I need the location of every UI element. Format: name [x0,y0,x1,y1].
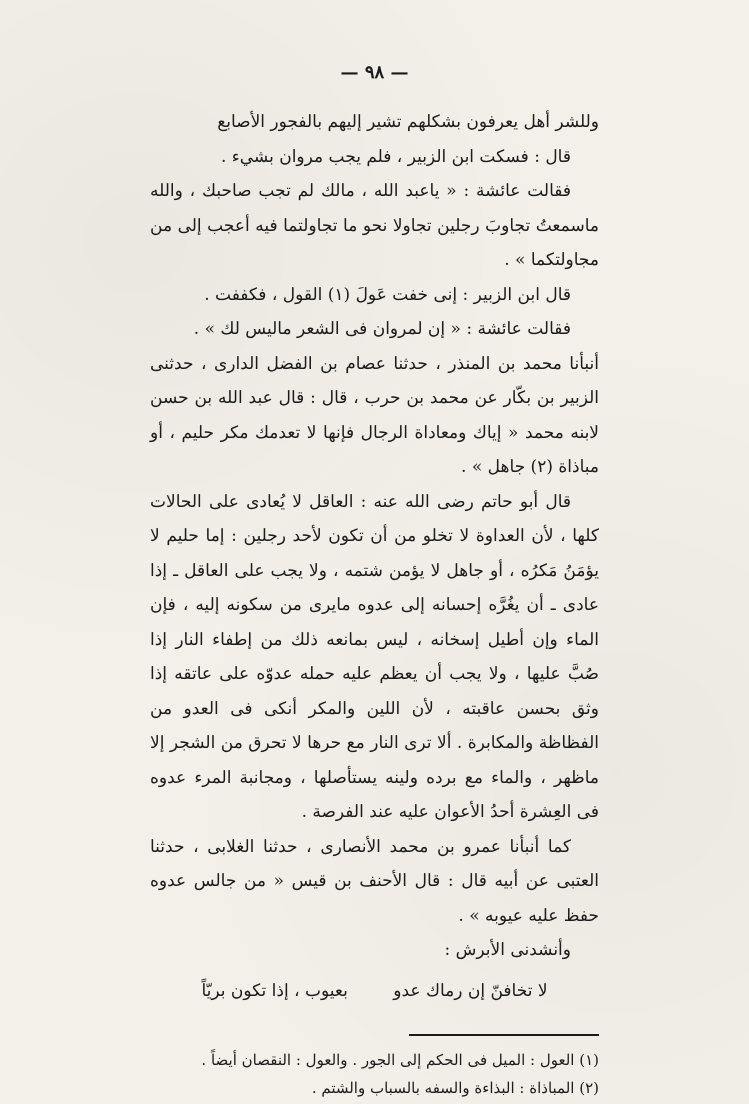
poem-verse [150,974,599,1009]
footnote-divider [409,1034,599,1036]
footnotes [150,1046,599,1102]
page-number: — ٩٨ — [340,62,409,83]
paragraph-3: فقالت عائشة : « ياعبد الله ، مالك لم تجب صاحبك ، والله ماسمعتُ تجاوبَ رجلين تجاولا نحو ما تجاولتما فيه أعجب إلى من مجاولتكما » . [150,181,599,270]
paragraph-9: وأنشدنى الأبرش : [444,940,571,960]
footnote-1: (١) العول : الميل فى الحكم إلى الجور . والعول : النقصان أيضاً . [201,1051,599,1069]
paragraph-6: أنبأنا محمد بن المنذر ، حدثنا عصام بن الفضل الدارى ، حدثنى الزبير بن بكّار عن محمد بن حرب ، قال : قال عبد الله بن حسن لابنه محمد « إياك ومعاداة الرجال فإنها لا تعدمك مكر حليم ، أو مباذاة (٢) جاهل » . [150,353,599,477]
paragraph-2: قال : فسكت ابن الزبير ، فلم يجب مروان بشيء . [220,146,571,167]
paragraph-7: قال أبو حاتم رضى الله عنه : العاقل لا يُعادى على الحالات كلها ، لأن العداوة لا تخلو من أن تكون لأحد رجلين : إما حليم لا يؤمَنُ مَكرُه ، أو جاهل لا يؤمن شتمه ، ولا يجب على العاقل ـ إذا عادى ـ أن يغُرَّه إحسانه إلى عدوه مايرى من سكونه إليه ، فإن الماء وإن أطيل إسخانه ، ليس بمانعه ذلك من إطفاء النار إذا صُبَّ عليها ، ولا يجب أن يعظم عليه حمله عدوّه على عاتقه إذا وثق بحسن عاقبته ، لأن اللين والمكر أنكى فى العدو من الفظاظة والمكابرة . ألا ترى النار مع حرها لا تحرق من الشجر إلا ماظهر ، والماء مع برده ولينه يستأصلها ، ومجانبة المرء عدوه فى العِشرة أحدُ الأعوان عليه عند الفرصة . [150,491,599,822]
paragraph-5: فقالت عائشة : « إن لمروان فى الشعر ماليس لك » . [193,319,571,339]
paragraph-1: وللشر أهل يعرفون بشكلهم تشير إليهم بالفجور الأصابع [217,112,599,132]
footnote-2: (٢) المباذاة : البذاءة والسفه بالسباب والشتم . [311,1079,599,1097]
paragraph-4: قال ابن الزبير : إنى خفت عَولَ (١) القول ، فكففت . [204,284,571,305]
verse-second-hemistich: بعيوب ، إذا تكون بريّاً [201,980,348,1001]
main-text [150,105,599,1008]
verse-first-hemistich: لا تخافنّ إن رماك عدو [393,980,548,1001]
paragraph-8: كما أنبأنا عمرو بن محمد الأنصارى ، حدثنا الغلابى ، حدثنا العتبى عن أبيه قال : قال الأحنف بن قيس « من جالس عدوه حفظ عليه عيوبه » . [150,836,599,926]
